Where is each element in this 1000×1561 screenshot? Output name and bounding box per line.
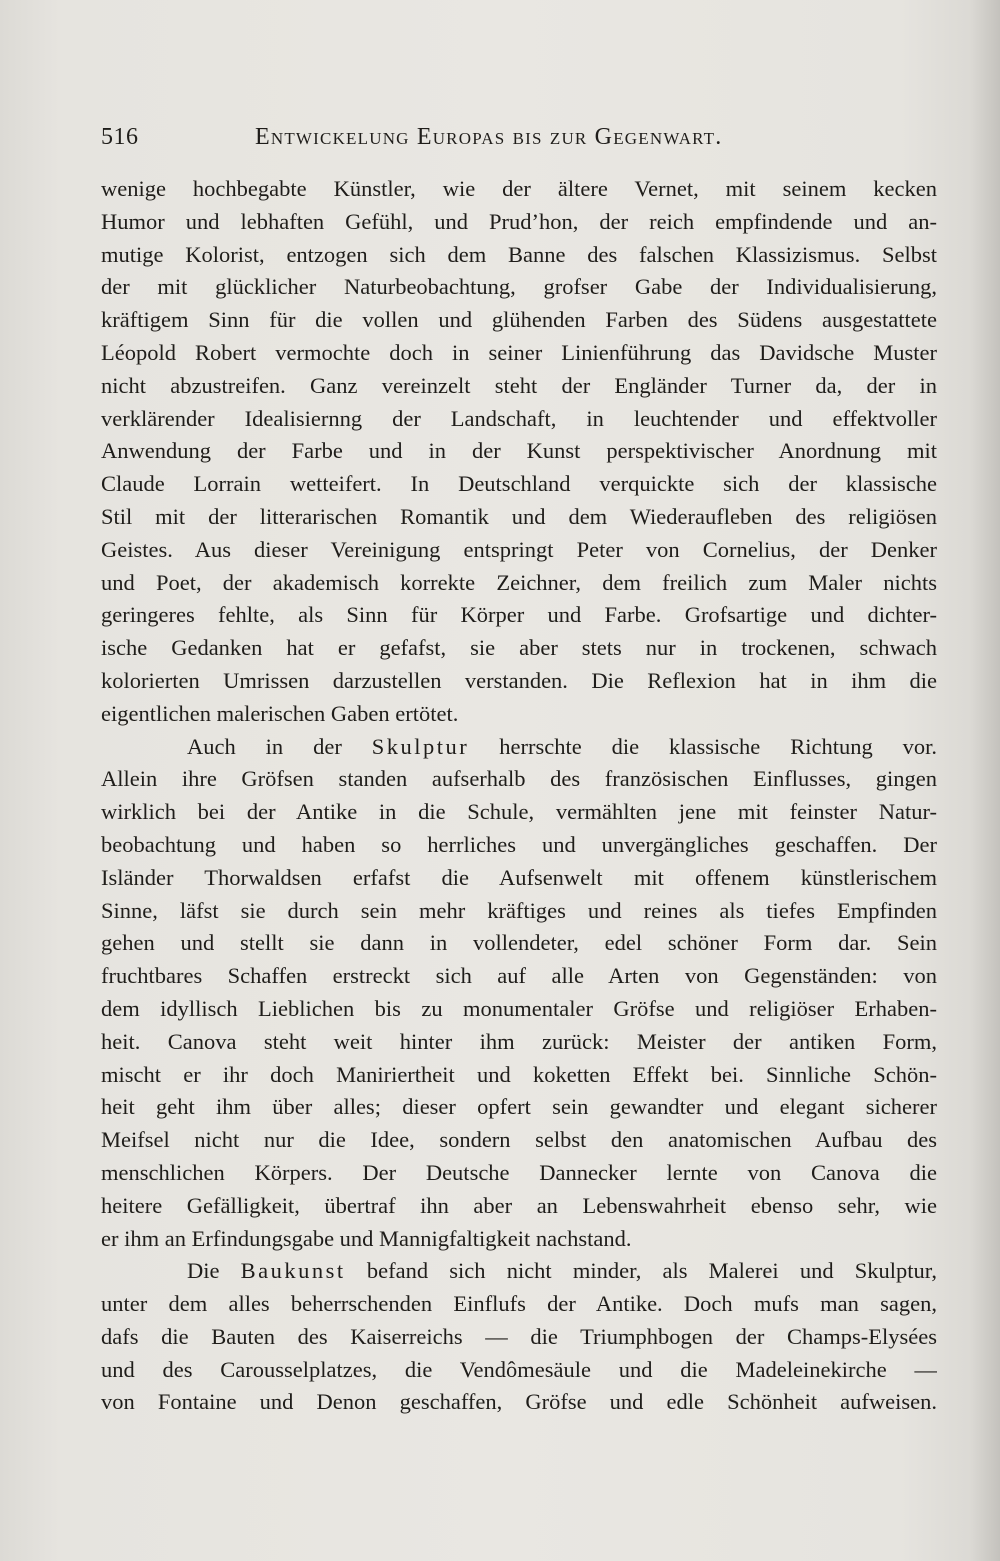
- text-line: Humor und lebhaften Gefühl, und Prud’hon, der reich empfindende und an-: [101, 208, 937, 234]
- body-text: [101, 173, 937, 1419]
- text-line: fruchtbares Schaffen erstreckt sich auf alle Arten von Gegenständen: von: [101, 963, 937, 989]
- text-line: Léopold Robert vermochte doch in seiner Linienführung das Davidsche Muster: [101, 339, 937, 365]
- text-line: von Fontaine und Denon geschaffen, Gröfse und edle Schönheit aufweisen.: [101, 1389, 937, 1415]
- paragraph-first-line: [101, 731, 937, 764]
- text-line: wenige hochbegabte Künstler, wie der ältere Vernet, mit seinem kecken: [101, 176, 937, 201]
- text-line: heit. Canova steht weit hinter ihm zurück: Meister der antiken Form,: [101, 1028, 937, 1054]
- text-line: und Poet, der akademisch korrekte Zeichner, dem freilich zum Maler nichts: [101, 569, 937, 595]
- text-line: kolorierten Umrissen darzustellen verstanden. Die Reflexion hat in ihm die: [101, 667, 937, 693]
- text-line: mischt er ihr doch Maniriertheit und koketten Effekt bei. Sinnliche Schön-: [101, 1061, 937, 1087]
- text-line: menschlichen Körpers. Der Deutsche Dannecker lernte von Canova die: [101, 1159, 937, 1185]
- paragraph-painting: [101, 173, 937, 731]
- text-line: der mit glücklicher Naturbeobachtung, grofser Gabe der Individualisierung,: [101, 274, 937, 300]
- text-line: Claude Lorrain wetteifert. In Deutschland verquickte sich der klassische: [101, 471, 937, 497]
- lead-text: Die: [187, 1258, 241, 1284]
- lead-rest-text: herrschte die klassische Richtung vor.: [469, 733, 937, 759]
- text-line: gehen und stellt sie dann in vollendeter, edel schöner Form dar. Sein: [101, 930, 937, 956]
- text-line: kräftigem Sinn für die vollen und glühenden Farben des Südens ausgestattete: [101, 307, 937, 333]
- text-line: dafs die Bauten des Kaiserreichs — die Triumphbogen der Champs-Elysées: [101, 1323, 937, 1349]
- text-line: nicht abzustreifen. Ganz vereinzelt steht der Engländer Turner da, der in: [101, 372, 937, 398]
- text-line: beobachtung und haben so herrliches und unvergängliches geschaffen. Der: [101, 831, 937, 857]
- text-line: Allein ihre Gröfsen standen aufserhalb des französischen Einflusses, gingen: [101, 766, 937, 792]
- text-line: Anwendung der Farbe und in der Kunst perspektivischer Anordnung mit: [101, 438, 937, 464]
- text-line: Sinne, läfst sie durch sein mehr kräftiges und reines als tiefes Empfinden: [101, 897, 937, 923]
- running-title: Entwickelung Europas bis zur Gegenwart.: [255, 124, 723, 150]
- text-line: Geistes. Aus dieser Vereinigung entspringt Peter von Cornelius, der Denker: [101, 536, 937, 562]
- text-line: Meifsel nicht nur die Idee, sondern selbst den anatomischen Aufbau des: [101, 1127, 937, 1153]
- text-line: Isländer Thorwaldsen erfafst die Aufsenwelt mit offenem künstlerischem: [101, 864, 937, 890]
- text-line: verklärender Idealisiernng der Landschaft, in leuchtender und effektvoller: [101, 405, 937, 431]
- lead-text: Auch in der: [187, 733, 372, 759]
- text-line: heitere Gefälligkeit, übertraf ihn aber an Lebenswahrheit ebenso sehr, wie: [101, 1192, 937, 1218]
- text-line: geringeres fehlte, als Sinn für Körper und Farbe. Grofsartige und dichter-: [101, 602, 937, 628]
- text-line: heit geht ihm über alles; dieser opfert sein gewandter und elegant sicherer: [101, 1094, 937, 1120]
- paragraph-sculpture: [101, 731, 937, 1256]
- text-line: und des Carousselplatzes, die Vendômesäule und die Madeleinekirche —: [101, 1356, 937, 1382]
- text-line: ische Gedanken hat er gefafst, sie aber stets nur in trockenen, schwach: [101, 635, 937, 661]
- paragraph-architecture: [101, 1255, 937, 1419]
- lead-rest-text: befand sich nicht minder, als Malerei und Skulptur,: [345, 1258, 937, 1284]
- text-line: wirklich bei der Antike in die Schule, vermählten jene mit feinster Natur-: [101, 799, 937, 825]
- page-number: 516: [101, 124, 139, 150]
- page-header: [101, 120, 941, 154]
- spaced-term: Skulptur: [371, 733, 470, 759]
- text-line: mutige Kolorist, entzogen sich dem Banne des falschen Klassizismus. Selbst: [101, 241, 937, 267]
- paragraph-first-line: [101, 1255, 937, 1288]
- text-line: eigentlichen malerischen Gaben ertötet.: [101, 700, 459, 726]
- text-line: dem idyllisch Lieblichen bis zu monumentaler Gröfse und religiöser Erhaben-: [101, 995, 937, 1021]
- text-line: Stil mit der litterarischen Romantik und dem Wiederaufleben des religiösen: [101, 503, 937, 529]
- text-line: er ihm an Erfindungsgabe und Mannigfaltigkeit nachstand.: [101, 1225, 632, 1251]
- spaced-term: Baukunst: [240, 1258, 346, 1284]
- text-line: unter dem alles beherrschenden Einflufs der Antike. Doch mufs man sagen,: [101, 1291, 937, 1317]
